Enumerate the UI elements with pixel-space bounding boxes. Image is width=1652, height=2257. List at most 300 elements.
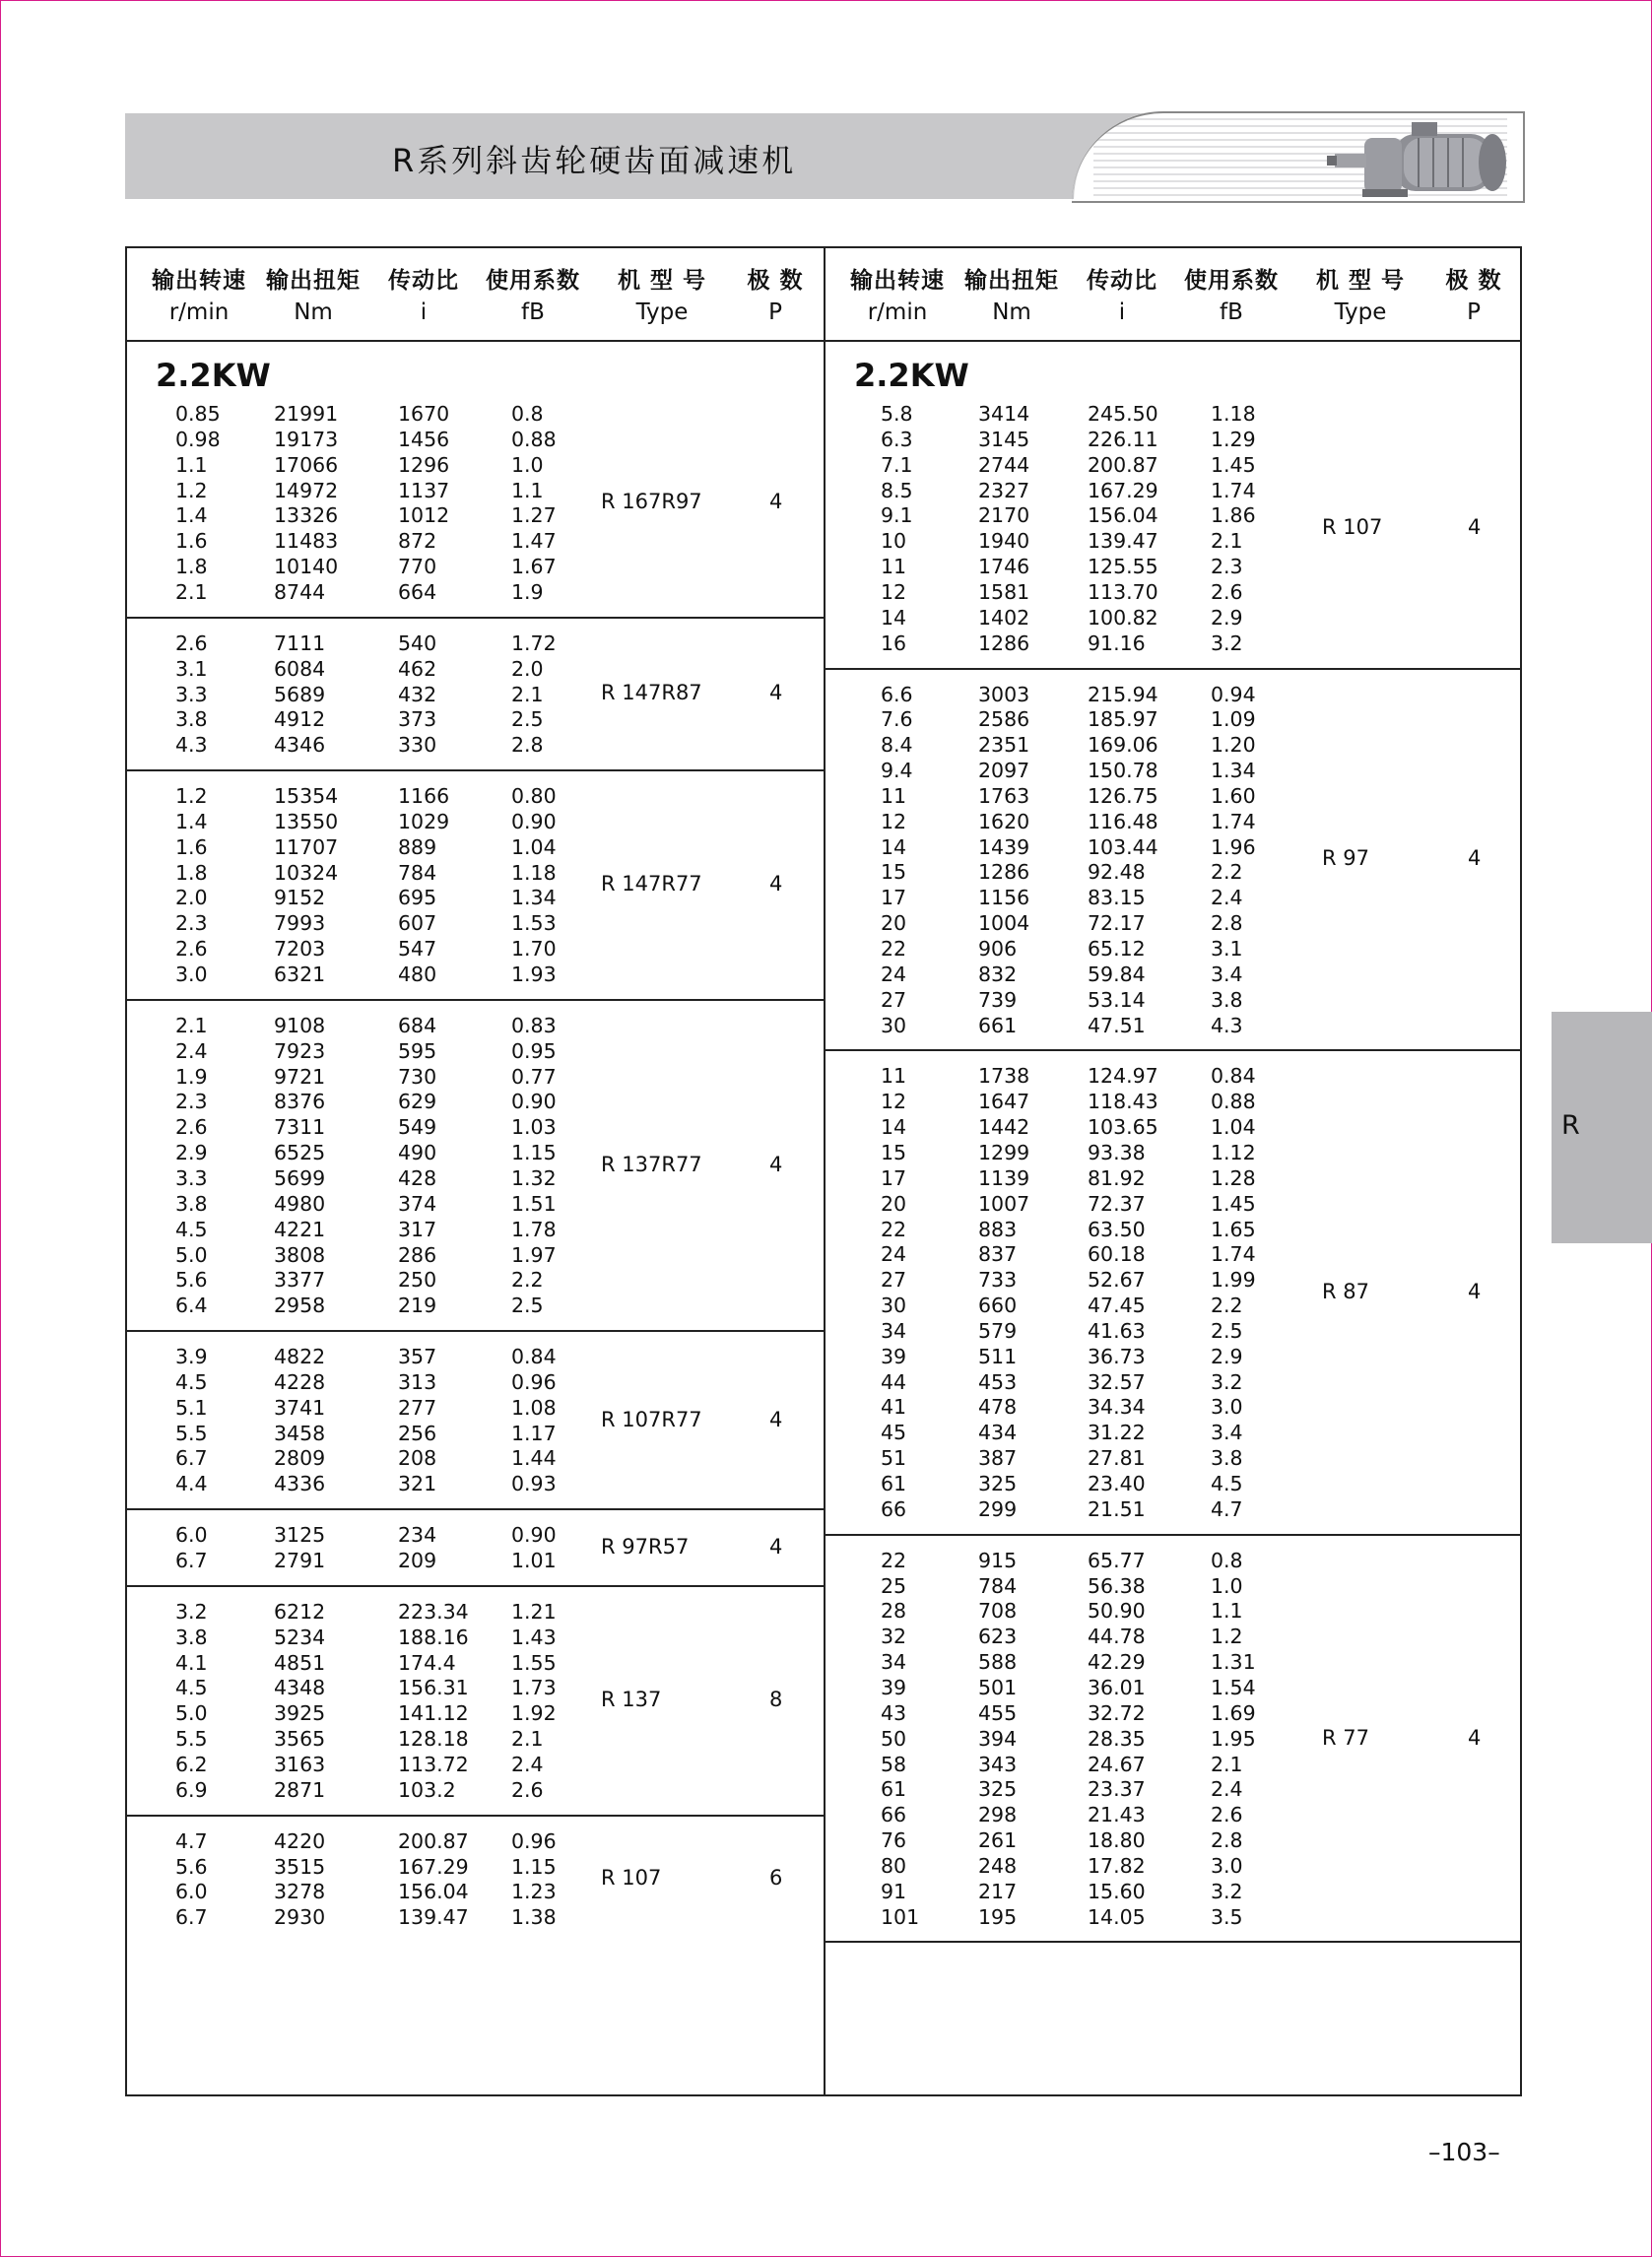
- ratio-cell: 15.60: [1088, 1879, 1146, 1903]
- torque-cell: 15354: [274, 784, 339, 809]
- ratio-cell: 103.65: [1088, 1115, 1158, 1140]
- model-type: R 107R77: [601, 1407, 702, 1431]
- factor-cell: 1.21: [511, 1599, 557, 1624]
- factor-cell: 1.44: [511, 1446, 557, 1471]
- ratio-cell: 27.81: [1088, 1446, 1146, 1471]
- speed-cell: 25: [881, 1573, 907, 1598]
- torque-cell: 4980: [274, 1191, 326, 1216]
- torque-cell: 6525: [274, 1141, 326, 1165]
- torque-cell: 4346: [274, 733, 326, 758]
- group-separator: [125, 1330, 824, 1332]
- header-underline: [125, 340, 1522, 342]
- header-poles-cn-left: 极 数: [747, 268, 804, 294]
- factor-cell: 3.8: [1211, 987, 1243, 1012]
- factor-cell: 3.2: [1211, 1879, 1243, 1903]
- speed-cell: 91: [881, 1879, 907, 1903]
- ratio-cell: 549: [398, 1115, 437, 1140]
- factor-cell: 1.12: [1211, 1140, 1256, 1164]
- ratio-cell: 47.45: [1088, 1294, 1146, 1318]
- factor-cell: 2.0: [511, 656, 544, 681]
- torque-cell: 739: [978, 987, 1018, 1012]
- ratio-cell: 321: [398, 1472, 437, 1496]
- factor-cell: 1.97: [511, 1242, 557, 1267]
- factor-cell: 0.77: [511, 1064, 557, 1089]
- torque-cell: 434: [978, 1421, 1018, 1445]
- speed-cell: 45: [881, 1421, 907, 1445]
- torque-cell: 1439: [978, 834, 1030, 859]
- factor-cell: 0.94: [1211, 682, 1256, 706]
- torque-cell: 1620: [978, 809, 1030, 833]
- ratio-cell: 872: [398, 529, 437, 554]
- ratio-cell: 83.15: [1088, 886, 1146, 910]
- speed-cell: 2.3: [175, 1090, 208, 1114]
- factor-cell: 0.90: [511, 1090, 557, 1114]
- torque-cell: 623: [978, 1625, 1018, 1649]
- torque-cell: 660: [978, 1294, 1018, 1318]
- speed-cell: 3.8: [175, 1191, 208, 1216]
- factor-cell: 0.84: [1211, 1064, 1256, 1089]
- ratio-cell: 174.4: [398, 1650, 456, 1675]
- header-type-en-right: Type: [1334, 299, 1387, 325]
- torque-cell: 17066: [274, 452, 339, 477]
- ratio-cell: 1137: [398, 478, 450, 502]
- speed-cell: 2.4: [175, 1038, 208, 1063]
- group-separator: [125, 1585, 824, 1587]
- speed-cell: 12: [881, 579, 907, 604]
- torque-cell: 7111: [274, 631, 326, 655]
- torque-cell: 6084: [274, 656, 326, 681]
- ratio-cell: 65.12: [1088, 937, 1146, 961]
- factor-cell: 1.69: [1211, 1700, 1256, 1725]
- factor-cell: 1.9: [511, 579, 544, 604]
- torque-cell: 1581: [978, 579, 1030, 604]
- speed-cell: 2.6: [175, 937, 208, 962]
- torque-cell: 387: [978, 1446, 1018, 1471]
- torque-cell: 883: [978, 1217, 1018, 1241]
- ratio-cell: 156.04: [1088, 503, 1158, 528]
- torque-cell: 453: [978, 1369, 1018, 1394]
- speed-cell: 61: [881, 1777, 907, 1802]
- torque-cell: 1007: [978, 1191, 1030, 1216]
- ratio-cell: 200.87: [398, 1828, 469, 1853]
- factor-cell: 1.04: [1211, 1115, 1256, 1140]
- speed-cell: 22: [881, 1217, 907, 1241]
- factor-cell: 1.43: [511, 1625, 557, 1649]
- speed-cell: 10: [881, 529, 907, 554]
- speed-cell: 11: [881, 1064, 907, 1089]
- torque-cell: 2809: [274, 1446, 326, 1471]
- header-type-cn-left: 机 型 号: [617, 268, 706, 294]
- power-label-right: 2.2KW: [854, 357, 969, 394]
- factor-cell: 2.4: [1211, 1777, 1243, 1802]
- speed-cell: 4.7: [175, 1828, 208, 1853]
- torque-cell: 8744: [274, 579, 326, 604]
- ratio-cell: 317: [398, 1217, 437, 1241]
- torque-cell: 1647: [978, 1090, 1030, 1114]
- ratio-cell: 188.16: [398, 1625, 469, 1649]
- model-type: R 137R77: [601, 1152, 702, 1176]
- speed-cell: 4.3: [175, 733, 208, 758]
- pole-count: 4: [769, 1535, 783, 1559]
- torque-cell: 1940: [978, 529, 1030, 554]
- factor-cell: 1.95: [1211, 1726, 1256, 1751]
- speed-cell: 1.9: [175, 1064, 208, 1089]
- factor-cell: 2.5: [511, 1294, 544, 1318]
- speed-cell: 15: [881, 1140, 907, 1164]
- factor-cell: 0.96: [511, 1369, 557, 1394]
- factor-cell: 3.2: [1211, 631, 1243, 655]
- ratio-cell: 357: [398, 1345, 437, 1369]
- header-speed-en-right: r/min: [867, 299, 928, 325]
- ratio-cell: 428: [398, 1165, 437, 1190]
- speed-cell: 24: [881, 1242, 907, 1267]
- factor-cell: 1.74: [1211, 809, 1256, 833]
- model-type: R 137: [601, 1688, 662, 1712]
- factor-cell: 1.38: [511, 1905, 557, 1930]
- factor-cell: 1.60: [1211, 783, 1256, 808]
- ratio-cell: 139.47: [1088, 529, 1158, 554]
- pole-count: 4: [769, 681, 783, 705]
- torque-cell: 579: [978, 1318, 1018, 1343]
- torque-cell: 10324: [274, 860, 339, 885]
- factor-cell: 1.29: [1211, 427, 1256, 451]
- torque-cell: 2871: [274, 1777, 326, 1802]
- speed-cell: 6.4: [175, 1294, 208, 1318]
- ratio-cell: 156.31: [398, 1676, 469, 1700]
- factor-cell: 1.47: [511, 529, 557, 554]
- ratio-cell: 44.78: [1088, 1625, 1146, 1649]
- torque-cell: 248: [978, 1853, 1018, 1878]
- torque-cell: 2791: [274, 1549, 326, 1572]
- speed-cell: 3.0: [175, 963, 208, 986]
- ratio-cell: 113.70: [1088, 579, 1158, 604]
- header-torque-en-right: Nm: [992, 299, 1031, 325]
- speed-cell: 2.6: [175, 631, 208, 655]
- pole-count: 8: [769, 1688, 783, 1712]
- ratio-cell: 113.72: [398, 1752, 469, 1776]
- ratio-cell: 277: [398, 1395, 437, 1420]
- torque-cell: 19173: [274, 427, 339, 451]
- ratio-cell: 92.48: [1088, 860, 1146, 885]
- ratio-cell: 215.94: [1088, 682, 1158, 706]
- speed-cell: 2.1: [175, 1013, 208, 1037]
- torque-cell: 3278: [274, 1880, 326, 1904]
- speed-cell: 76: [881, 1828, 907, 1853]
- torque-cell: 3925: [274, 1701, 326, 1726]
- factor-cell: 1.2: [1211, 1625, 1243, 1649]
- ratio-cell: 167.29: [1088, 478, 1158, 502]
- page-number: –103–: [1428, 2138, 1500, 2166]
- header-speed-cn-left: 输出转速: [152, 268, 246, 294]
- group-separator: [826, 668, 1522, 670]
- torque-cell: 1286: [978, 860, 1030, 885]
- factor-cell: 2.6: [1211, 579, 1243, 604]
- ratio-cell: 47.51: [1088, 1013, 1146, 1037]
- ratio-cell: 72.17: [1088, 911, 1146, 936]
- speed-cell: 20: [881, 1191, 907, 1216]
- ratio-cell: 209: [398, 1549, 437, 1572]
- speed-cell: 0.85: [175, 402, 221, 426]
- speed-cell: 1.2: [175, 784, 208, 809]
- speed-cell: 6.0: [175, 1880, 208, 1904]
- ratio-cell: 34.34: [1088, 1395, 1146, 1420]
- ratio-cell: 480: [398, 963, 437, 986]
- torque-cell: 3377: [274, 1268, 326, 1293]
- speed-cell: 27: [881, 987, 907, 1012]
- factor-cell: 0.88: [1211, 1090, 1256, 1114]
- torque-cell: 2586: [978, 707, 1030, 732]
- factor-cell: 1.23: [511, 1880, 557, 1904]
- ratio-cell: 141.12: [398, 1701, 469, 1726]
- speed-cell: 20: [881, 911, 907, 936]
- ratio-cell: 629: [398, 1090, 437, 1114]
- factor-cell: 1.1: [1211, 1599, 1243, 1624]
- factor-cell: 2.5: [1211, 1318, 1243, 1343]
- section-tab[interactable]: [1552, 1012, 1652, 1243]
- torque-cell: 299: [978, 1496, 1018, 1521]
- torque-cell: 7311: [274, 1115, 326, 1140]
- ratio-cell: 118.43: [1088, 1090, 1158, 1114]
- pole-count: 4: [1468, 846, 1482, 871]
- factor-cell: 2.1: [511, 682, 544, 706]
- factor-cell: 2.4: [511, 1752, 544, 1776]
- factor-cell: 1.18: [511, 860, 557, 885]
- model-type: R 147R77: [601, 872, 702, 896]
- pole-count: 4: [769, 1407, 783, 1431]
- torque-cell: 661: [978, 1013, 1018, 1037]
- ratio-cell: 32.57: [1088, 1369, 1146, 1394]
- ratio-cell: 208: [398, 1446, 437, 1471]
- ratio-cell: 169.06: [1088, 733, 1158, 758]
- header-type-cn-right: 机 型 号: [1315, 268, 1405, 294]
- speed-cell: 4.4: [175, 1472, 208, 1496]
- factor-cell: 1.18: [1211, 402, 1256, 426]
- factor-cell: 2.2: [1211, 860, 1243, 885]
- torque-cell: 1286: [978, 631, 1030, 655]
- ratio-cell: 286: [398, 1242, 437, 1267]
- torque-cell: 511: [978, 1344, 1018, 1368]
- factor-cell: 1.67: [511, 555, 557, 579]
- factor-cell: 3.8: [1211, 1446, 1243, 1471]
- ratio-cell: 21.51: [1088, 1496, 1146, 1521]
- factor-cell: 1.51: [511, 1191, 557, 1216]
- model-type: R 97R57: [601, 1535, 690, 1559]
- model-type: R 147R87: [601, 681, 702, 705]
- factor-cell: 1.53: [511, 911, 557, 936]
- torque-cell: 10140: [274, 555, 339, 579]
- speed-cell: 12: [881, 1090, 907, 1114]
- speed-cell: 2.1: [175, 579, 208, 604]
- speed-cell: 9.4: [881, 759, 913, 783]
- ratio-cell: 684: [398, 1013, 437, 1037]
- torque-cell: 4912: [274, 707, 326, 732]
- speed-cell: 14: [881, 834, 907, 859]
- factor-cell: 2.8: [1211, 1828, 1243, 1853]
- group-separator: [826, 1941, 1522, 1943]
- factor-cell: 2.2: [511, 1268, 544, 1293]
- header-ratio-cn-right: 传动比: [1087, 268, 1157, 294]
- torque-cell: 733: [978, 1268, 1018, 1293]
- ratio-cell: 125.55: [1088, 555, 1158, 579]
- speed-cell: 39: [881, 1675, 907, 1699]
- factor-cell: 1.15: [511, 1854, 557, 1879]
- torque-cell: 708: [978, 1599, 1018, 1624]
- torque-cell: 4221: [274, 1217, 326, 1241]
- factor-cell: 0.84: [511, 1345, 557, 1369]
- ratio-cell: 60.18: [1088, 1242, 1146, 1267]
- factor-cell: 2.3: [1211, 555, 1243, 579]
- speed-cell: 5.5: [175, 1727, 208, 1752]
- model-type: R 167R97: [601, 490, 702, 514]
- torque-cell: 1738: [978, 1064, 1030, 1089]
- speed-cell: 6.9: [175, 1777, 208, 1802]
- torque-cell: 298: [978, 1803, 1018, 1827]
- torque-cell: 261: [978, 1828, 1018, 1853]
- factor-cell: 1.45: [1211, 452, 1256, 477]
- factor-cell: 2.8: [511, 733, 544, 758]
- speed-cell: 8.5: [881, 478, 913, 502]
- header-type-en-left: Type: [635, 299, 689, 325]
- torque-cell: 9152: [274, 886, 326, 910]
- speed-cell: 2.6: [175, 1115, 208, 1140]
- ratio-cell: 462: [398, 656, 437, 681]
- speed-cell: 3.8: [175, 1625, 208, 1649]
- model-type: R 87: [1322, 1280, 1369, 1304]
- factor-cell: 2.8: [1211, 911, 1243, 936]
- torque-cell: 2327: [978, 478, 1030, 502]
- header-poles-en-right: P: [1467, 299, 1481, 325]
- ratio-cell: 18.80: [1088, 1828, 1146, 1853]
- header-factor-cn-right: 使用系数: [1184, 268, 1279, 294]
- ratio-cell: 490: [398, 1141, 437, 1165]
- model-type: R 97: [1322, 846, 1369, 871]
- ratio-cell: 167.29: [398, 1854, 469, 1879]
- ratio-cell: 234: [398, 1523, 437, 1548]
- speed-cell: 1.1: [175, 452, 208, 477]
- ratio-cell: 226.11: [1088, 427, 1158, 451]
- speed-cell: 44: [881, 1369, 907, 1394]
- speed-cell: 4.5: [175, 1369, 208, 1394]
- torque-cell: 343: [978, 1752, 1018, 1776]
- model-type: R 107: [1322, 515, 1383, 540]
- torque-cell: 1299: [978, 1140, 1030, 1164]
- header-speed-cn-right: 输出转速: [850, 268, 945, 294]
- speed-cell: 4.5: [175, 1217, 208, 1241]
- torque-cell: 6321: [274, 963, 326, 986]
- speed-cell: 22: [881, 1548, 907, 1572]
- ratio-cell: 128.18: [398, 1727, 469, 1752]
- speed-cell: 80: [881, 1853, 907, 1878]
- factor-cell: 3.4: [1211, 962, 1243, 986]
- speed-cell: 66: [881, 1803, 907, 1827]
- factor-cell: 1.70: [511, 937, 557, 962]
- torque-cell: 195: [978, 1904, 1018, 1929]
- column-divider: [824, 246, 826, 2096]
- pole-count: 6: [769, 1866, 783, 1891]
- model-type: R 107: [601, 1866, 662, 1891]
- factor-cell: 1.99: [1211, 1268, 1256, 1293]
- factor-cell: 2.6: [511, 1777, 544, 1802]
- torque-cell: 3003: [978, 682, 1030, 706]
- torque-cell: 3808: [274, 1242, 326, 1267]
- ratio-cell: 14.05: [1088, 1904, 1146, 1929]
- torque-cell: 2170: [978, 503, 1030, 528]
- factor-cell: 1.92: [511, 1701, 557, 1726]
- torque-cell: 2930: [274, 1905, 326, 1930]
- ratio-cell: 72.37: [1088, 1191, 1146, 1216]
- header-poles-en-left: P: [768, 299, 782, 325]
- speed-cell: 39: [881, 1344, 907, 1368]
- ratio-cell: 21.43: [1088, 1803, 1146, 1827]
- factor-cell: 1.20: [1211, 733, 1256, 758]
- speed-cell: 51: [881, 1446, 907, 1471]
- ratio-cell: 28.35: [1088, 1726, 1146, 1751]
- speed-cell: 17: [881, 1165, 907, 1190]
- factor-cell: 1.28: [1211, 1165, 1256, 1190]
- speed-cell: 24: [881, 962, 907, 986]
- speed-cell: 50: [881, 1726, 907, 1751]
- torque-cell: 3414: [978, 402, 1030, 426]
- ratio-cell: 150.78: [1088, 759, 1158, 783]
- torque-cell: 4228: [274, 1369, 326, 1394]
- factor-cell: 1.45: [1211, 1191, 1256, 1216]
- ratio-cell: 56.38: [1088, 1573, 1146, 1598]
- header-ratio-en-right: i: [1118, 299, 1126, 325]
- speed-cell: 34: [881, 1650, 907, 1675]
- speed-cell: 22: [881, 937, 907, 961]
- speed-cell: 41: [881, 1395, 907, 1420]
- torque-cell: 4851: [274, 1650, 326, 1675]
- ratio-cell: 63.50: [1088, 1217, 1146, 1241]
- speed-cell: 30: [881, 1013, 907, 1037]
- speed-cell: 11: [881, 555, 907, 579]
- speed-cell: 34: [881, 1318, 907, 1343]
- torque-cell: 21991: [274, 402, 339, 426]
- factor-cell: 0.90: [511, 809, 557, 833]
- ratio-cell: 1012: [398, 503, 450, 528]
- factor-cell: 1.31: [1211, 1650, 1256, 1675]
- header-ratio-cn-left: 传动比: [388, 268, 459, 294]
- ratio-cell: 540: [398, 631, 437, 655]
- factor-cell: 0.8: [511, 402, 544, 426]
- header-torque-en-left: Nm: [294, 299, 333, 325]
- speed-cell: 27: [881, 1268, 907, 1293]
- factor-cell: 1.86: [1211, 503, 1256, 528]
- ratio-cell: 695: [398, 886, 437, 910]
- ratio-cell: 664: [398, 579, 437, 604]
- torque-cell: 14972: [274, 478, 339, 502]
- torque-cell: 217: [978, 1879, 1018, 1903]
- torque-cell: 837: [978, 1242, 1018, 1267]
- ratio-cell: 547: [398, 937, 437, 962]
- speed-cell: 6.3: [881, 427, 913, 451]
- ratio-cell: 32.72: [1088, 1700, 1146, 1725]
- ratio-cell: 373: [398, 707, 437, 732]
- speed-cell: 15: [881, 860, 907, 885]
- torque-cell: 1004: [978, 911, 1030, 936]
- speed-cell: 3.8: [175, 707, 208, 732]
- torque-cell: 394: [978, 1726, 1018, 1751]
- header-torque-cn-left: 输出扭矩: [266, 268, 361, 294]
- header-speed-en-left: r/min: [168, 299, 230, 325]
- factor-cell: 4.3: [1211, 1013, 1243, 1037]
- speed-cell: 11: [881, 783, 907, 808]
- torque-cell: 2958: [274, 1294, 326, 1318]
- speed-cell: 2.0: [175, 886, 208, 910]
- header-ratio-en-left: i: [420, 299, 428, 325]
- factor-cell: 1.74: [1211, 478, 1256, 502]
- power-label-left: 2.2KW: [156, 357, 271, 394]
